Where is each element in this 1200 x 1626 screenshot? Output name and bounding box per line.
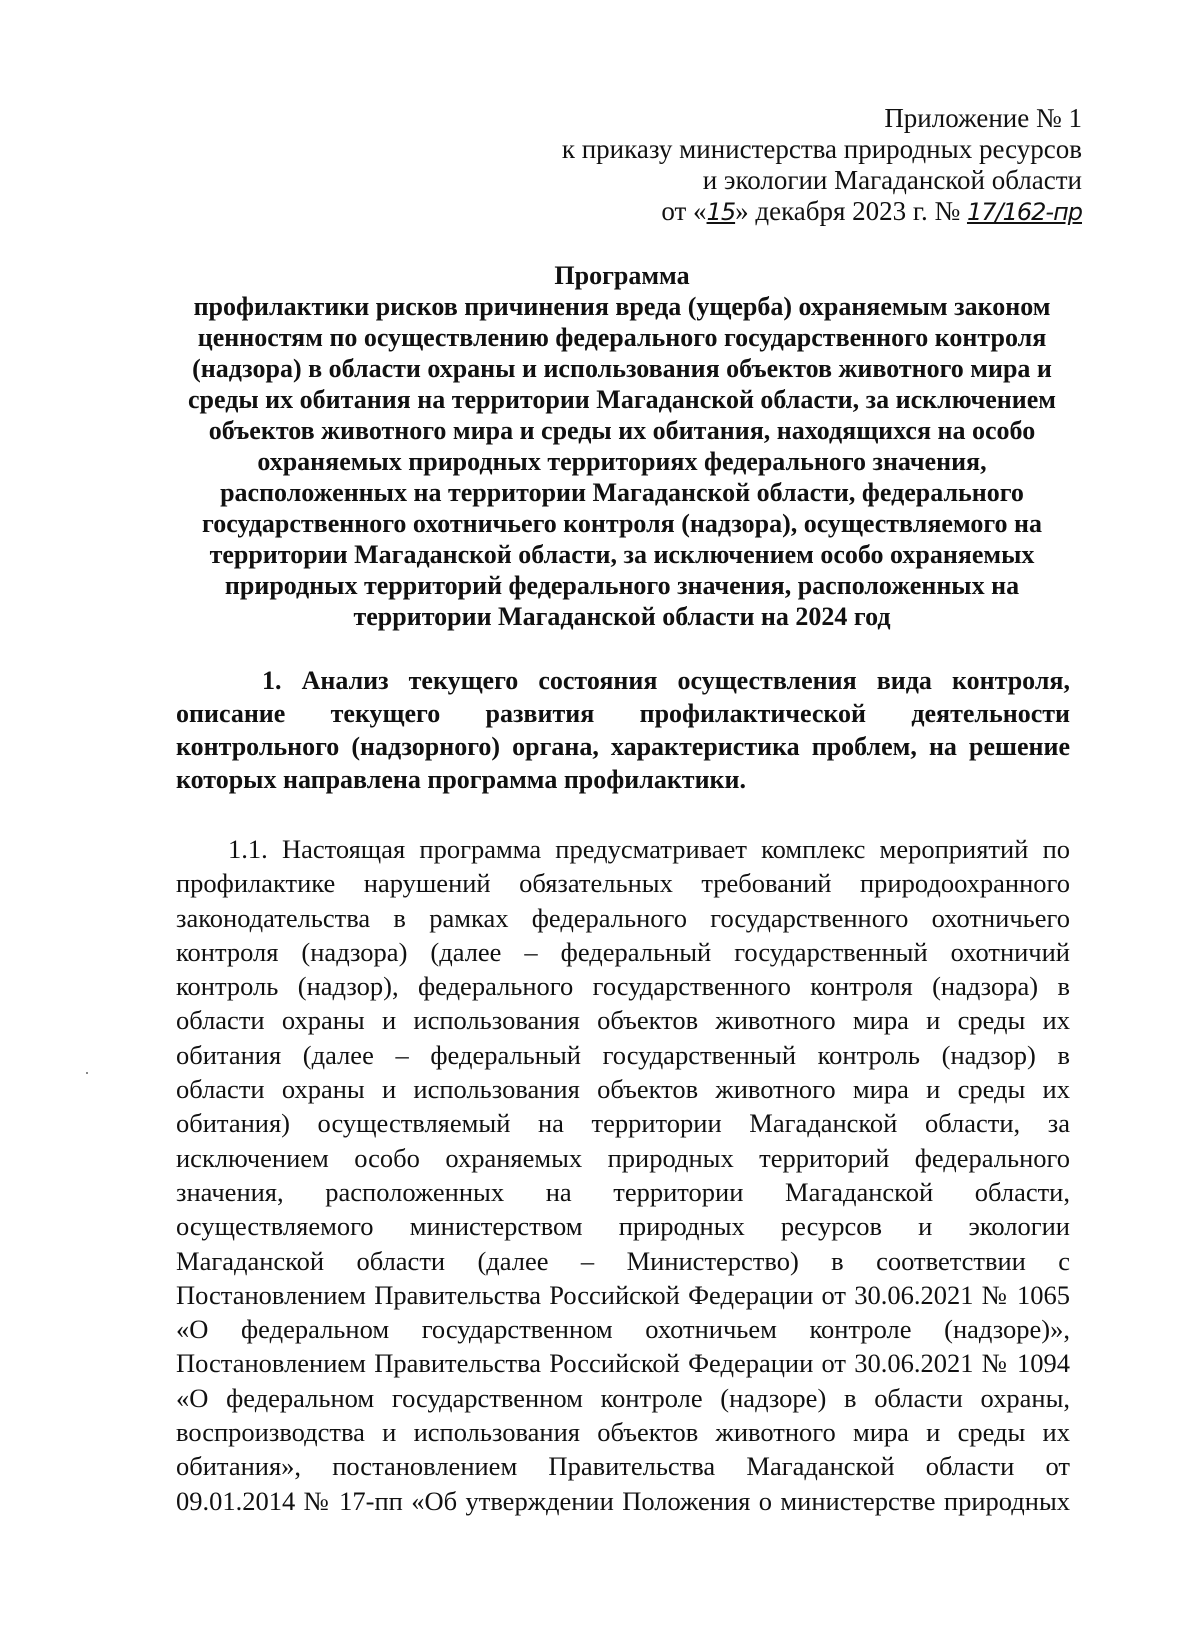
handwritten-day: 15	[706, 198, 736, 226]
body-line: 1.1. Настоящая программа предусматривает комплекс мероприятий по	[228, 834, 1070, 864]
scan-speck	[86, 1072, 88, 1074]
body-line: Магаданской области (далее – Министерство) в соответствии с	[176, 1245, 1070, 1276]
body-line: исключением особо охраняемых природных территорий федерального	[176, 1142, 1070, 1173]
title-line: охраняемых природных территориях федерального значения,	[257, 447, 987, 476]
body-line: Постановлением Правительства Российской Федерации от 30.06.2021 № 1065	[176, 1279, 1070, 1310]
body-line: 09.01.2014 № 17-пп «Об утверждении Положения о министерстве природных	[176, 1485, 1070, 1516]
appendix-line-1: Приложение № 1	[884, 103, 1082, 133]
body-line: контроля (надзора) (далее – федеральный государственный охотничий	[176, 936, 1070, 967]
body-line: «О федеральном государственном охотничьем контроле (надзоре)»,	[176, 1314, 1070, 1345]
paragraph-1-1	[176, 832, 1070, 1518]
body-line: контроль (надзор), федерального государственного контроля (надзора) в	[176, 971, 1070, 1002]
body-line: значения, расположенных на территории Магаданской области,	[176, 1176, 1070, 1207]
appendix-date-line	[562, 196, 1082, 228]
body-line: воспроизводства и использования объектов животного мира и среды их	[176, 1417, 1070, 1448]
body-line: осуществляемого министерством природных ресурсов и экологии	[176, 1211, 1070, 1242]
title-line: среды их обитания на территории Магаданской области, за исключением	[188, 385, 1056, 414]
section-1-heading	[176, 664, 1070, 796]
title-line: профилактики рисков причинения вреда (ущерба) охраняемым законом	[193, 292, 1051, 321]
document-title	[150, 260, 1094, 632]
section-heading-line: которых направлена программа профилактики.	[176, 765, 747, 794]
date-middle: » декабря 2023 г. №	[735, 196, 967, 226]
body-line: Постановлением Правительства Российской Федерации от 30.06.2021 № 1094	[176, 1348, 1070, 1379]
body-line: законодательства в рамках федерального государственного охотничьего	[176, 902, 1070, 933]
body-line: обитания», постановлением Правительства Магаданской области от	[176, 1451, 1070, 1482]
appendix-line-3: и экологии Магаданской области	[702, 165, 1082, 195]
title-line: объектов животного мира и среды их обитания, находящихся на особо	[208, 416, 1036, 445]
title-line: расположенных на территории Магаданской области, федерального	[220, 478, 1024, 507]
body-line: обитания) осуществляемый на территории Магаданской области, за	[176, 1108, 1070, 1139]
title-line: природных территорий федерального значения, расположенных на	[224, 571, 1020, 600]
title-line: Программа	[554, 261, 690, 290]
section-heading-line: 1. Анализ текущего состояния осуществления вида контроля,	[262, 666, 1070, 695]
title-line: ценностям по осуществлению федерального государственного контроля	[197, 323, 1047, 352]
title-line: (надзора) в области охраны и использования объектов животного мира и	[192, 354, 1052, 383]
appendix-line-2: к приказу министерства природных ресурсов	[561, 134, 1082, 164]
body-line: профилактике нарушений обязательных требований природоохранного	[176, 868, 1070, 899]
body-line: области охраны и использования объектов животного мира и среды их	[176, 1074, 1070, 1105]
title-line: государственного охотничьего контроля (надзора), осуществляемого на	[202, 509, 1042, 538]
section-heading-line: описание текущего развития профилактической деятельности	[176, 699, 1070, 728]
handwritten-order-number: 17/162-пр	[966, 198, 1082, 226]
date-prefix: от «	[661, 196, 707, 226]
body-line: «О федеральном государственном контроле (надзоре) в области охраны,	[176, 1382, 1070, 1413]
section-heading-line: контрольного (надзорного) органа, характеристика проблем, на решение	[176, 732, 1070, 761]
title-line: территории Магаданской области на 2024 год	[353, 602, 891, 631]
appendix-header	[562, 103, 1082, 228]
body-line: обитания (далее – федеральный государственный контроль (надзор) в	[176, 1039, 1070, 1070]
body-line: области охраны и использования объектов животного мира и среды их	[176, 1005, 1070, 1036]
title-line: территории Магаданской области, за исключением особо охраняемых	[209, 540, 1035, 569]
